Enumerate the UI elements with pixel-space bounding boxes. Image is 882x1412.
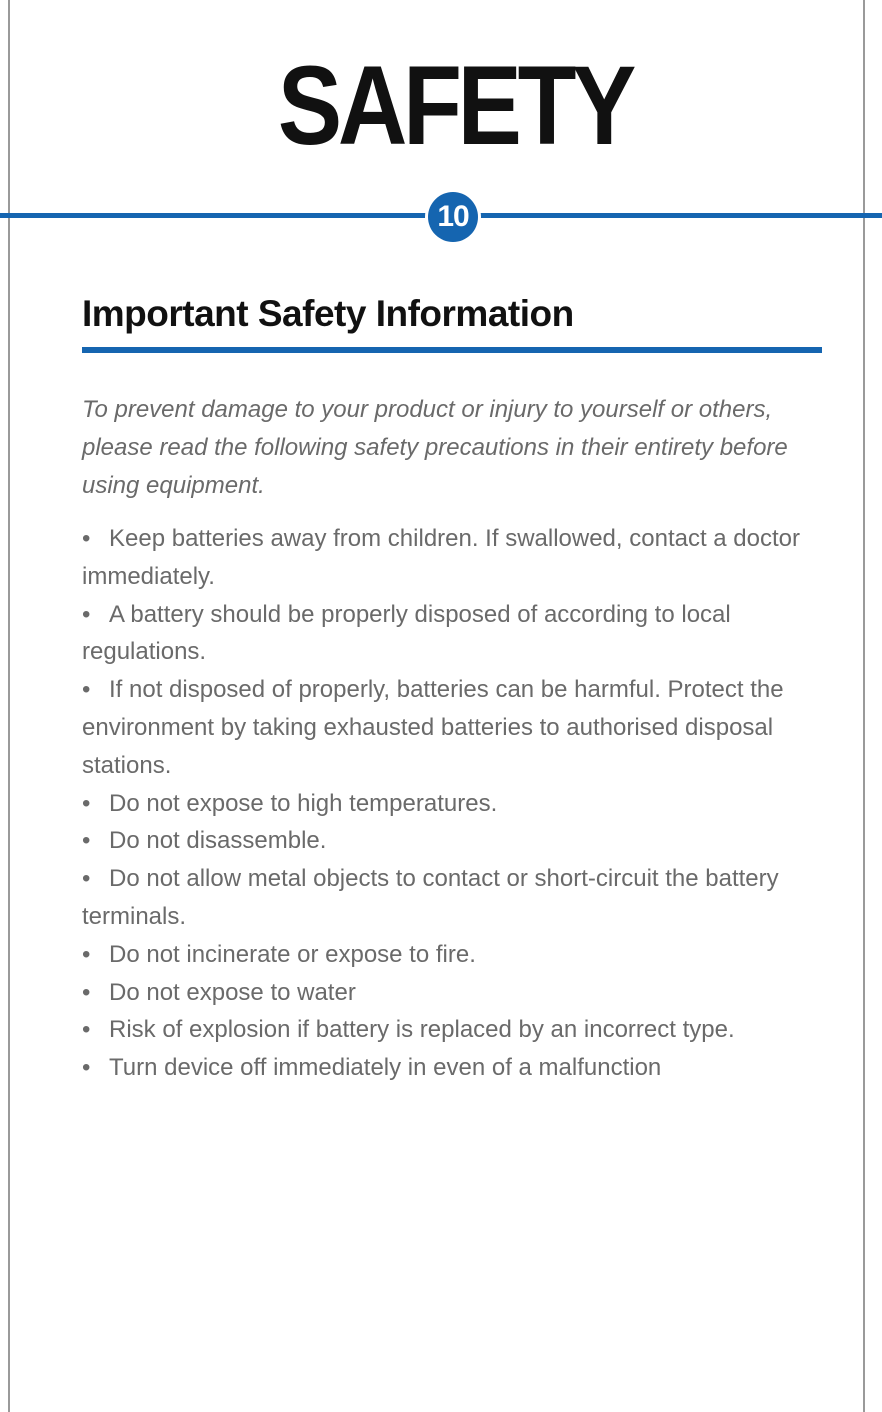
bullet-icon: • [82, 676, 91, 704]
bullet-icon: • [82, 865, 91, 893]
list-item-text: Turn device off immediately in even of a malfunction [109, 1054, 662, 1082]
bullet-icon: • [82, 789, 91, 817]
list-item [82, 596, 827, 672]
bullet-icon: • [82, 827, 91, 855]
heading-underline [82, 347, 822, 353]
list-item-text: Risk of explosion if battery is replaced by an incorrect type. [109, 1016, 735, 1044]
intro-paragraph: To prevent damage to your product or injury to yourself or others, please read the following safety precautions in their entirety before using equipment. [82, 396, 788, 499]
list-item-text: Do not expose to water [109, 978, 356, 1006]
page-number-badge: 10 [428, 192, 478, 242]
list-item [82, 860, 827, 936]
page-border-right [863, 0, 865, 1412]
list-item [82, 785, 827, 823]
list-item [82, 936, 827, 974]
list-item-text: Do not expose to high temperatures. [109, 789, 498, 817]
bullet-icon: • [82, 525, 91, 552]
list-item-text: Keep batteries away from children. If swallowed, contact a doctor immediately. [82, 525, 801, 590]
list-item [82, 671, 827, 784]
list-item [82, 822, 827, 860]
list-item-text: Do not incinerate or expose to fire. [109, 940, 476, 968]
bullet-icon: • [82, 1054, 91, 1082]
list-item-text: Do not allow metal objects to contact or short-circuit the battery terminals. [82, 865, 779, 930]
bullet-icon: • [82, 978, 91, 1006]
bullet-icon: • [82, 1016, 91, 1044]
list-item [82, 974, 827, 1012]
precautions-list [82, 520, 827, 1087]
bullet-icon: • [82, 600, 91, 628]
list-item [82, 1011, 827, 1049]
section-heading: Important Safety Information [82, 293, 574, 334]
list-item-text: A battery should be properly disposed of according to local regulations. [82, 600, 731, 666]
list-item-text: If not disposed of properly, batteries can be harmful. Protect the environment by taking exhausted batteries to authorised disposal stations. [82, 676, 784, 779]
list-item [82, 1049, 827, 1087]
bullet-icon: • [82, 940, 91, 968]
list-item [82, 520, 827, 596]
page-title: SAFETY [277, 43, 633, 168]
list-item-text: Do not disassemble. [109, 827, 327, 855]
page-border-left [8, 0, 10, 1412]
